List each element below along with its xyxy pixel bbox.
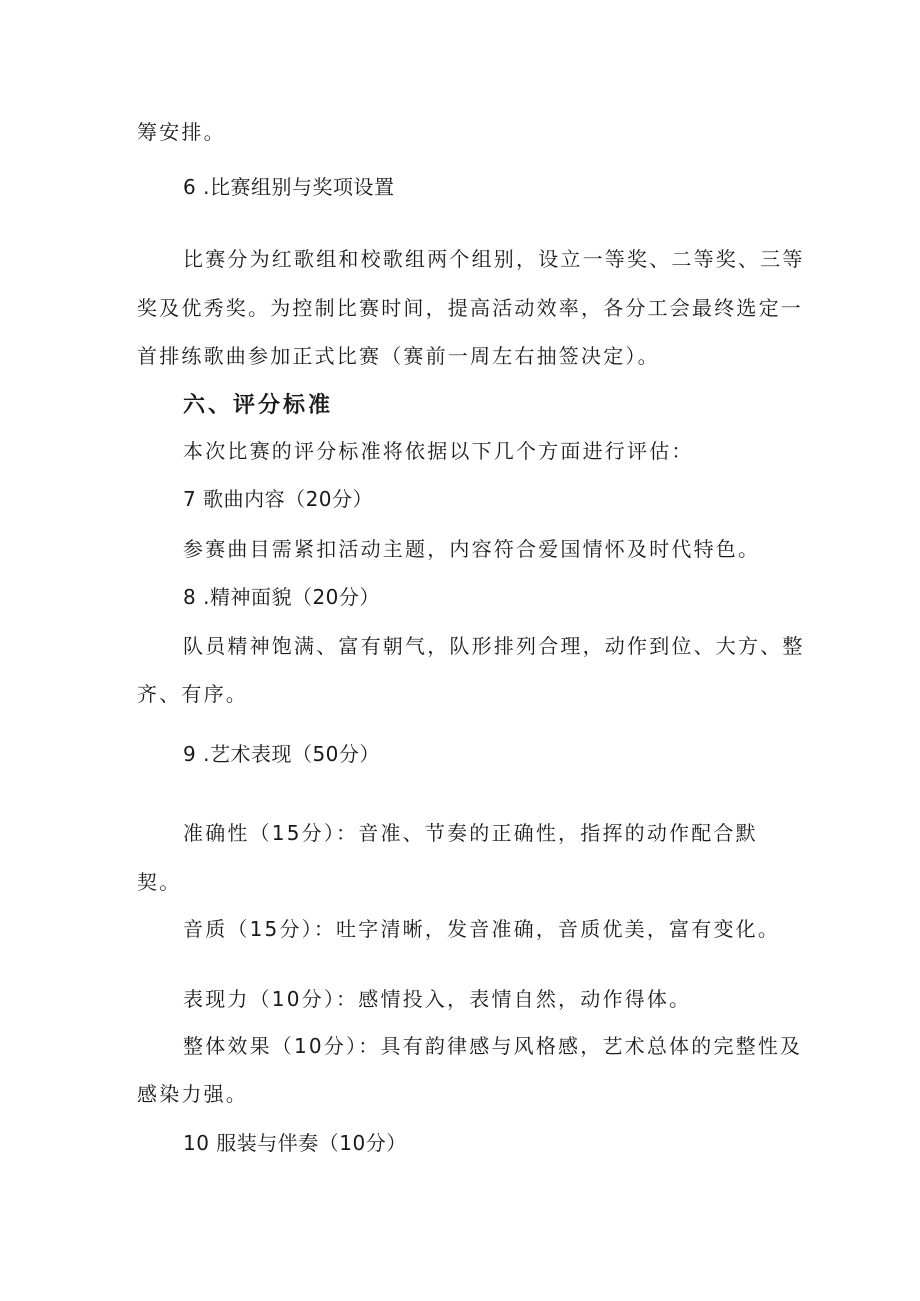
- paragraph-line: 音质（15分）：吐字清晰，发音准确，音质优美，富有变化。: [183, 917, 781, 941]
- section-heading-7: 7 歌曲内容（20分）: [183, 487, 374, 511]
- paragraph-line: 契。: [137, 870, 182, 894]
- paragraph-line: 整体效果（10分）：具有韵律感与风格感，艺术总体的完整性及: [183, 1034, 803, 1058]
- paragraph-line: 齐、有序。: [137, 682, 248, 706]
- paragraph-line: 本次比赛的评分标准将依据以下几个方面进行评估：: [183, 439, 694, 463]
- paragraph-line: 首排练歌曲参加正式比赛（赛前一周左右抽签决定）。: [137, 344, 660, 368]
- paragraph-line: 比赛分为红歌组和校歌组两个组别，设立一等奖、二等奖、三等: [183, 247, 805, 271]
- paragraph-line: 准确性（15分）：音准、节奏的正确性，指挥的动作配合默: [183, 821, 758, 845]
- paragraph-line: 队员精神饱满、富有朝气，队形排列合理，动作到位、大方、整: [183, 634, 805, 658]
- section-heading-10: 10 服装与伴奏（10分）: [183, 1131, 407, 1155]
- chapter-heading: 六、评分标准: [183, 393, 334, 418]
- paragraph-line: 参赛曲目需紧扣活动主题，内容符合爱国情怀及时代特色。: [183, 537, 761, 561]
- paragraph-line: 筹安排。: [137, 120, 226, 144]
- paragraph-line: 感染力强。: [137, 1082, 248, 1106]
- paragraph-line: 表现力（10分）：感情投入，表情自然，动作得体。: [183, 987, 692, 1011]
- section-heading-6: 6 .比赛组别与奖项设置: [183, 175, 395, 199]
- section-heading-8: 8 .精神面貌（20分）: [183, 585, 380, 609]
- section-heading-9: 9 .艺术表现（50分）: [183, 742, 380, 766]
- paragraph-line: 奖及优秀奖。为控制比赛时间，提高活动效率，各分工会最终选定一: [137, 296, 803, 320]
